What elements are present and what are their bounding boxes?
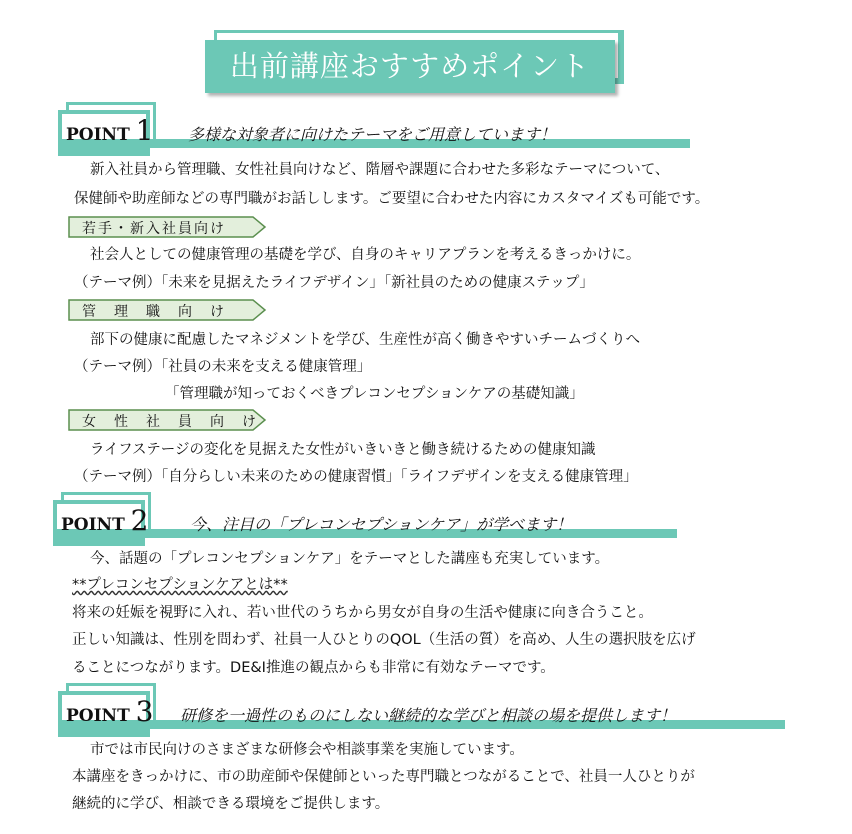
point-label: POINT: [66, 706, 130, 726]
point-1-header: [58, 102, 852, 162]
body-text: （テーマ例）「未来を見据えたライフデザイン」「新社員のための健康ステップ」: [74, 275, 594, 291]
point-number: 2: [130, 504, 149, 537]
point-heading: 多様な対象者に向けたテーマをご用意しています！: [188, 125, 557, 144]
point-heading: 今、注目の「プレコンセプションケア」が学べます！: [190, 515, 573, 534]
body-text: （テーマ例）「社員の未来を支える健康管理」: [74, 359, 372, 375]
point-label: POINT: [66, 125, 130, 145]
tag-label: 管 理 職 向 け: [82, 304, 226, 320]
point-number: 3: [135, 695, 154, 728]
body-text: ライフステージの変化を見据えた女性がいきいきと働き続けるための健康知識: [90, 442, 596, 458]
definition-heading: **プレコンセプションケアとは**: [72, 577, 288, 593]
body-text: 今、話題の「プレコンセプションケア」をテーマとした講座も充実しています。: [90, 551, 610, 567]
body-text: 市では市民向けのさまざまな研修会や相談事業を実施しています。: [90, 742, 524, 758]
body-text: 本講座をきっかけに、市の助産師や保健師といった専門職とつながることで、社員一人ひとりが: [72, 769, 695, 785]
point-heading: 研修を一過性のものにしない継続的な学びと相談の場を提供します！: [180, 706, 677, 725]
body-text: 新入社員から管理職、女性社員向けなど、階層や課題に合わせた多彩なテーマについて、: [90, 162, 670, 178]
point-2-header: [53, 492, 852, 552]
body-text: （テーマ例）「自分らしい未来のための健康習慣」「ライフデザインを支える健康管理」: [74, 469, 638, 485]
tag-women-employees: [68, 409, 268, 431]
point-number: 1: [135, 114, 154, 147]
point-label: POINT: [61, 515, 125, 535]
tag-young-employees: [68, 216, 268, 238]
body-text: 正しい知識は、性別を問わず、社員一人ひとりのQOL（生活の質）を高め、人生の選択肢を広げ: [72, 632, 696, 648]
body-text: 「管理職が知っておくべきプレコンセプションケアの基礎知識」: [165, 386, 584, 402]
tag-managers: [68, 299, 268, 321]
page-title: 出前講座おすすめポイント: [205, 40, 615, 93]
body-text: 将来の妊娠を視野に入れ、若い世代のうちから男女が自身の生活や健康に向き合うこと。: [72, 605, 653, 621]
point-3-header: [58, 683, 852, 743]
tag-label: 女 性 社 員 向 け: [82, 414, 258, 430]
body-text: 社会人としての健康管理の基礎を学び、自身のキャリアプランを考えるきっかけに。: [90, 247, 641, 263]
tag-label: 若手・新入社員向け: [82, 221, 226, 237]
body-text: 部下の健康に配慮したマネジメントを学び、生産性が高く働きやすいチームづくりへ: [90, 332, 640, 348]
body-text: 保健師や助産師などの専門職がお話しします。ご要望に合わせた内容にカスタマイズも可能です。: [74, 191, 710, 207]
body-text: ることにつながります。DE&I推進の観点からも非常に有効なテーマです。: [72, 660, 555, 676]
body-text: 継続的に学び、相談できる環境をご提供します。: [72, 796, 390, 812]
